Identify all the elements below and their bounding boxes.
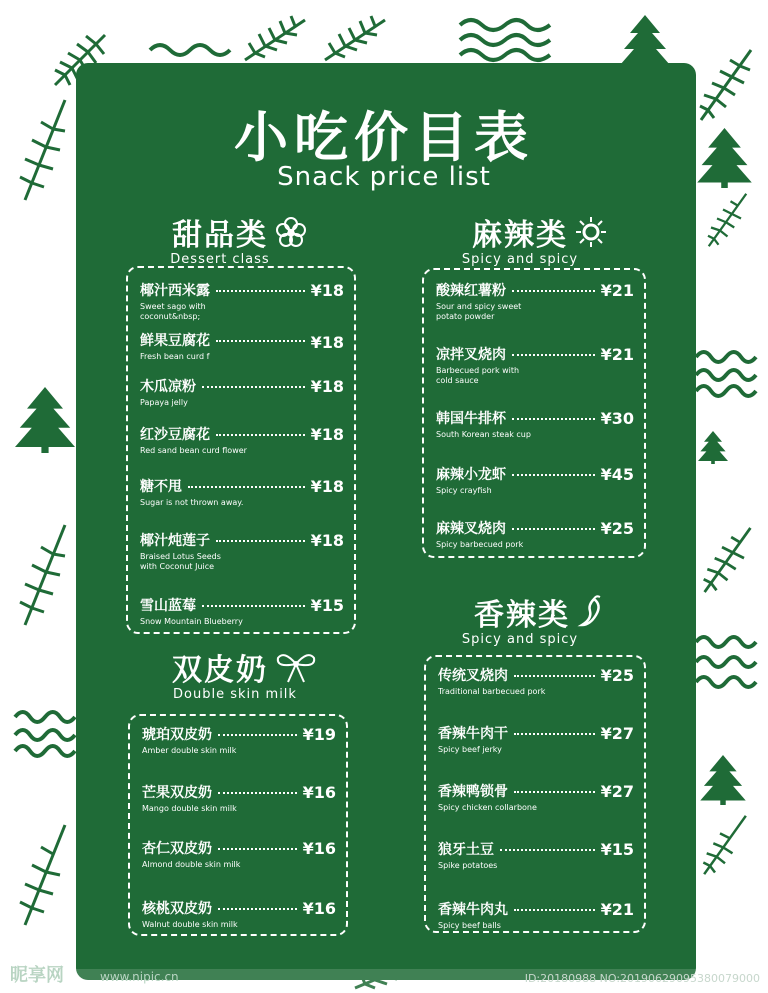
dotted-leader [218, 734, 297, 736]
item-name: 杏仁双皮奶 [142, 841, 212, 857]
dotted-leader [216, 340, 305, 342]
leaf-decoration-top [240, 15, 310, 65]
item-desc: Walnut double skin milk [142, 920, 238, 929]
wave-decoration-top-right [460, 15, 550, 60]
menu-item [140, 424, 344, 456]
menu-item [436, 280, 634, 322]
dotted-leader [514, 675, 595, 677]
wave-decoration-right [696, 630, 756, 700]
menu-item [142, 838, 336, 870]
section-dessert-subtitle: Dessert class [170, 252, 270, 267]
item-name: 琥珀双皮奶 [142, 727, 212, 743]
leaf-decoration-right-2 [700, 190, 755, 250]
item-price: ¥18 [310, 333, 344, 352]
item-desc: Barbecued pork with cold sauce [436, 366, 520, 385]
item-price: ¥18 [310, 424, 344, 444]
item-name: 糖不甩 [140, 479, 182, 495]
item-desc: Red sand bean curd flower [140, 446, 247, 455]
menu-item [140, 280, 344, 322]
dotted-leader [514, 733, 595, 735]
menu-item [436, 464, 634, 496]
item-desc: Spicy crayfish [436, 486, 492, 495]
leaf-decoration-top-2 [320, 15, 390, 65]
item-price: ¥25 [600, 665, 634, 685]
leaf-decoration-right-4 [700, 810, 750, 880]
item-name: 核桃双皮奶 [142, 901, 212, 917]
menu-item [438, 665, 634, 697]
item-desc: Almond double skin milk [142, 860, 241, 869]
menu-item [140, 530, 344, 572]
watermark-site: 昵享网 [10, 965, 64, 986]
tree-icon-right-3 [698, 755, 748, 805]
menu-title: 小吃价目表 [234, 106, 534, 169]
section-milk-subtitle: Double skin milk [173, 687, 297, 702]
flower-icon [274, 215, 308, 249]
item-desc: Papaya jelly [140, 398, 188, 407]
item-desc: Mango double skin milk [142, 804, 237, 813]
dotted-leader [202, 386, 305, 388]
bow-icon [274, 650, 318, 684]
item-desc: Amber double skin milk [142, 746, 237, 755]
item-price: ¥21 [600, 280, 634, 300]
section-hot-header [450, 590, 630, 647]
dotted-leader [216, 290, 305, 292]
leaf-decoration-left-2 [15, 500, 75, 650]
dotted-leader [218, 848, 297, 850]
item-name: 雪山蓝莓 [140, 598, 196, 614]
item-name: 椰汁西米露 [140, 283, 210, 299]
item-price: ¥21 [600, 899, 634, 919]
item-desc: Sugar is not thrown away. [140, 498, 244, 507]
wave-decoration-left [15, 705, 75, 755]
item-price: ¥18 [310, 280, 344, 300]
item-name: 香辣鸭锁骨 [438, 784, 508, 800]
item-price: ¥18 [310, 476, 344, 496]
section-spicy-header [450, 210, 630, 267]
dotted-leader [218, 792, 297, 794]
wave-decoration-right-2 [696, 345, 756, 395]
item-name: 鲜果豆腐花 [140, 333, 210, 349]
dotted-leader [512, 418, 595, 420]
section-dessert-header [150, 210, 330, 267]
item-price: ¥30 [600, 408, 634, 428]
item-price: ¥18 [310, 376, 344, 396]
menu-item [438, 899, 634, 931]
menu-item [142, 782, 336, 814]
item-name: 麻辣小龙虾 [436, 467, 506, 483]
item-price: ¥16 [302, 782, 336, 802]
item-desc: Fresh bean curd f [140, 352, 210, 361]
item-name: 凉拌叉烧肉 [436, 347, 506, 363]
item-name: 芒果双皮奶 [142, 785, 212, 801]
section-hot-subtitle: Spicy and spicy [461, 632, 579, 647]
item-price: ¥16 [302, 898, 336, 918]
dotted-leader [512, 290, 595, 292]
dessert-menu-box [126, 266, 356, 634]
item-price: ¥21 [600, 344, 634, 364]
menu-item [142, 724, 336, 756]
chili-icon [576, 595, 606, 629]
item-desc: Spicy beef jerky [438, 745, 502, 754]
tree-icon-top-right [620, 15, 670, 70]
item-price: ¥27 [600, 723, 634, 743]
item-desc: Sour and spicy sweet potato powder [436, 302, 522, 321]
menu-item [140, 330, 344, 362]
menu-item [140, 476, 344, 508]
item-name: 狼牙土豆 [438, 842, 494, 858]
menu-item [438, 781, 634, 813]
menu-item [142, 898, 336, 930]
dotted-leader [512, 474, 595, 476]
item-price: ¥19 [302, 724, 336, 744]
wave-decoration-top [150, 40, 230, 60]
hot-menu-box [424, 655, 646, 933]
tree-icon-left [15, 365, 75, 475]
watermark-url: www.nipic.cn [100, 970, 179, 984]
item-desc: Snow Mountain Blueberry [140, 617, 243, 626]
menu-item [436, 408, 634, 440]
section-hot-title: 香辣类 [474, 598, 570, 633]
item-desc: Traditional barbecued pork [438, 687, 546, 696]
item-desc: Spicy chicken collarbone [438, 803, 537, 812]
dotted-leader [512, 528, 595, 530]
item-price: ¥18 [310, 530, 344, 550]
menu-item [436, 518, 634, 550]
item-name: 红沙豆腐花 [140, 427, 210, 443]
item-name: 传统叉烧肉 [438, 668, 508, 684]
item-name: 香辣牛肉丸 [438, 902, 508, 918]
item-desc: Spike potatoes [438, 861, 498, 870]
item-name: 木瓜凉粉 [140, 379, 196, 395]
milk-menu-box [128, 714, 348, 936]
item-price: ¥45 [600, 464, 634, 484]
leaf-decoration-right-3 [700, 520, 755, 600]
dotted-leader [512, 354, 595, 356]
menu-item [140, 595, 344, 627]
item-price: ¥15 [600, 839, 634, 859]
dotted-leader [216, 434, 305, 436]
section-milk-title: 双皮奶 [172, 653, 268, 688]
item-price: ¥27 [600, 781, 634, 801]
leaf-decoration-left-3 [15, 820, 75, 930]
menu-item [438, 723, 634, 755]
item-name: 椰汁炖莲子 [140, 533, 210, 549]
item-desc: Braised Lotus Seeds with Coconut Juice [140, 552, 221, 571]
item-name: 韩国牛排杯 [436, 411, 506, 427]
spicy-menu-box [422, 268, 646, 558]
section-dessert-title: 甜品类 [172, 218, 268, 253]
item-price: ¥25 [600, 518, 634, 538]
dotted-leader [188, 486, 305, 488]
dotted-leader [218, 908, 297, 910]
sun-icon [574, 215, 608, 249]
dotted-leader [514, 909, 595, 911]
item-desc: South Korean steak cup [436, 430, 531, 439]
item-desc: Spicy beef balls [438, 921, 501, 930]
dotted-leader [500, 849, 595, 851]
dotted-leader [216, 540, 305, 542]
dotted-leader [514, 791, 595, 793]
tree-icon-right-2 [698, 425, 728, 470]
section-spicy-subtitle: Spicy and spicy [461, 252, 579, 267]
section-spicy-title: 麻辣类 [472, 218, 568, 253]
watermark-id: ID:20180988 NO:20190629095380079000 [524, 972, 760, 985]
item-name: 酸辣红薯粉 [436, 283, 506, 299]
dotted-leader [202, 605, 305, 607]
item-name: 香辣牛肉干 [438, 726, 508, 742]
menu-subtitle: Snack price list [277, 162, 491, 192]
item-desc: Spicy barbecued pork [436, 540, 524, 549]
menu-item [140, 376, 344, 408]
item-price: ¥16 [302, 838, 336, 858]
item-desc: Sweet sago with coconut&nbsp; [140, 302, 206, 321]
item-price: ¥15 [310, 595, 344, 615]
section-milk-header [150, 645, 340, 702]
menu-item [436, 344, 634, 386]
item-name: 麻辣叉烧肉 [436, 521, 506, 537]
menu-item [438, 839, 634, 871]
